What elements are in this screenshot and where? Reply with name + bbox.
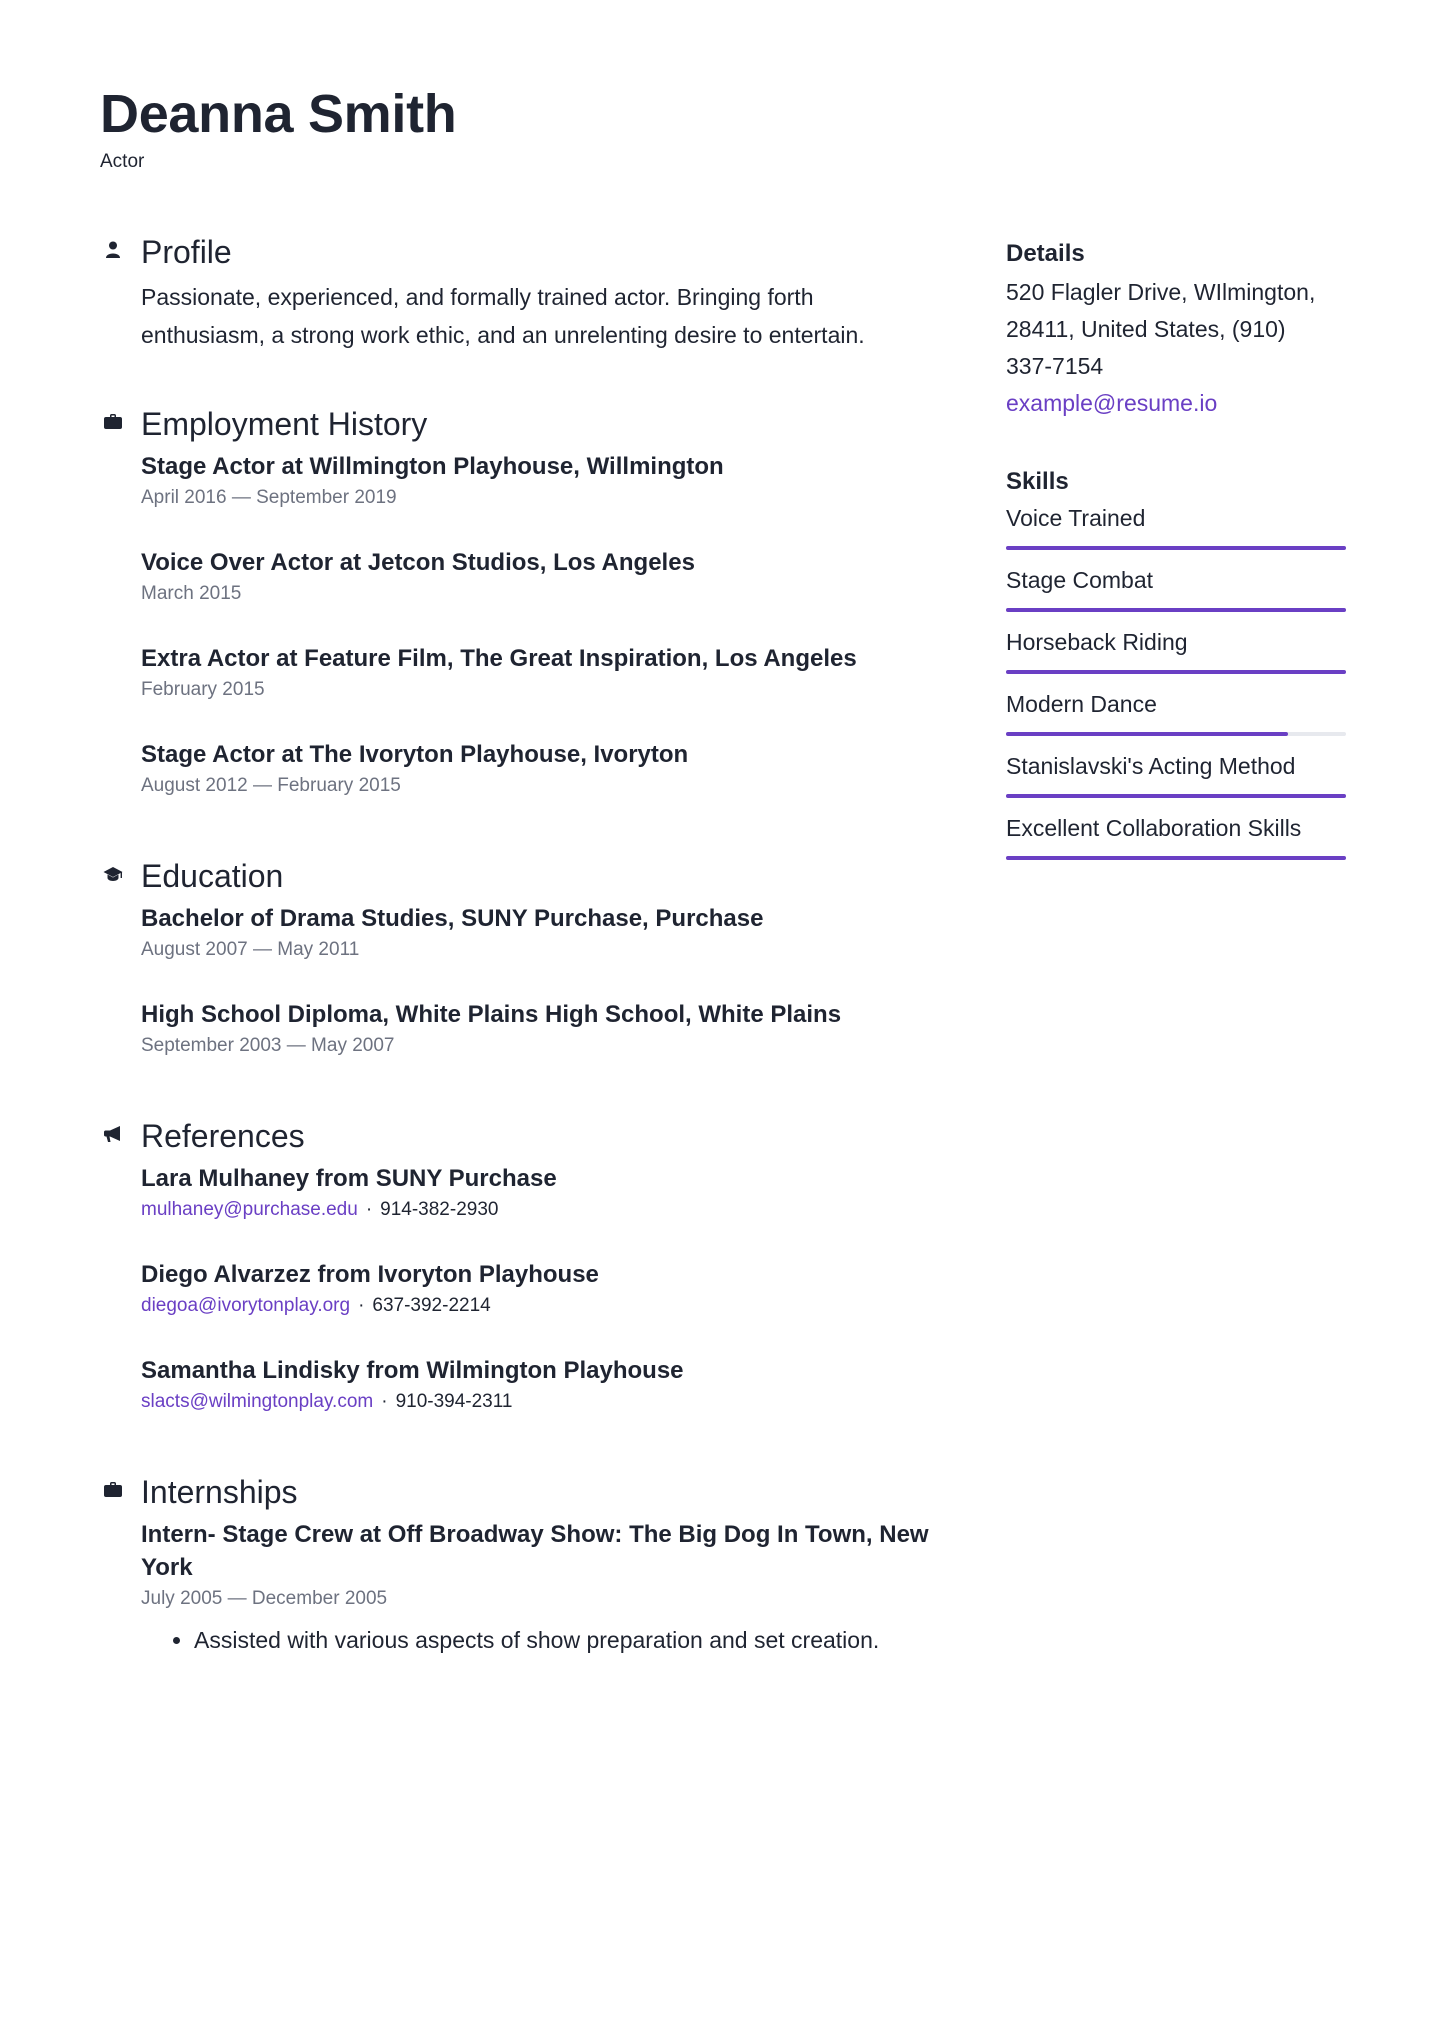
skill-level-fill bbox=[1006, 670, 1346, 674]
skill-level-fill bbox=[1006, 608, 1346, 612]
skill-level-bar bbox=[1006, 794, 1346, 798]
skill-name: Stage Combat bbox=[1006, 567, 1154, 593]
address-line: 520 Flagler Drive, WIlmington, bbox=[1006, 279, 1316, 305]
employment-title: Stage Actor at The Ivoryton Playhouse, Ivoryton bbox=[141, 741, 689, 768]
email-line bbox=[1006, 385, 1346, 422]
skill-item bbox=[1006, 564, 1346, 612]
employment-heading: Employment History bbox=[141, 406, 428, 442]
profile-heading: Profile bbox=[141, 234, 232, 270]
employment-section bbox=[100, 404, 940, 800]
internship-date: July 2005 — December 2005 bbox=[141, 1588, 388, 1609]
skill-item bbox=[1006, 812, 1346, 860]
separator-dot: · bbox=[365, 1199, 373, 1220]
internships-section bbox=[100, 1472, 940, 1657]
skill-level-fill bbox=[1006, 856, 1346, 860]
employment-date: April 2016 — September 2019 bbox=[141, 487, 397, 508]
skills-section bbox=[1006, 466, 1346, 860]
internship-bullets bbox=[141, 1623, 940, 1657]
skill-item bbox=[1006, 502, 1346, 550]
skills-heading: Skills bbox=[1006, 468, 1069, 495]
employment-title: Voice Over Actor at Jetcon Studios, Los Angeles bbox=[141, 549, 695, 576]
graduation-cap-icon bbox=[103, 864, 123, 884]
skill-name: Modern Dance bbox=[1006, 691, 1157, 717]
employment-entry bbox=[141, 450, 940, 512]
skill-level-bar bbox=[1006, 856, 1346, 860]
separator-dot: · bbox=[358, 1295, 365, 1316]
megaphone-icon bbox=[103, 1124, 123, 1144]
reference-email-link[interactable]: diegoa@ivorytonplay.org bbox=[141, 1295, 351, 1316]
briefcase-icon bbox=[103, 412, 123, 432]
skill-level-bar bbox=[1006, 608, 1346, 612]
employment-title: Extra Actor at Feature Film, The Great Inspiration, Los Angeles bbox=[141, 645, 857, 672]
skill-name: Stanislavski's Acting Method bbox=[1006, 753, 1296, 779]
skills-list bbox=[1006, 502, 1346, 860]
profile-section bbox=[100, 232, 940, 354]
separator-dot: · bbox=[381, 1391, 388, 1412]
reference-entry bbox=[141, 1258, 940, 1320]
reference-name: Lara Mulhaney from SUNY Purchase bbox=[141, 1165, 557, 1192]
reference-email-link[interactable]: mulhaney@purchase.edu bbox=[141, 1199, 358, 1220]
education-title: Bachelor of Drama Studies, SUNY Purchase, Purchase bbox=[141, 905, 764, 932]
profile-summary bbox=[141, 278, 940, 354]
internship-title-line: York bbox=[141, 1554, 193, 1581]
profile-line: Passionate, experienced, and formally trained actor. Bringing forth bbox=[141, 284, 814, 310]
skill-item bbox=[1006, 688, 1346, 736]
reference-phone: 914-382-2930 bbox=[380, 1199, 499, 1220]
employment-date: March 2015 bbox=[141, 583, 242, 604]
main-column bbox=[100, 232, 940, 1713]
internship-bullet: • Assisted with various aspects of show preparation and set creation. bbox=[194, 1623, 940, 1657]
employment-entry bbox=[141, 546, 940, 608]
reference-entry bbox=[141, 1162, 940, 1224]
email-link[interactable]: example@resume.io bbox=[1006, 390, 1218, 416]
education-entry bbox=[141, 998, 940, 1060]
education-date: August 2007 — May 2011 bbox=[141, 939, 360, 960]
employment-entry bbox=[141, 738, 940, 800]
education-title: High School Diploma, White Plains High School, White Plains bbox=[141, 1001, 842, 1028]
skill-name: Horseback Riding bbox=[1006, 629, 1188, 655]
briefcase-icon bbox=[103, 1480, 123, 1500]
skill-level-fill bbox=[1006, 732, 1288, 736]
references-heading: References bbox=[141, 1118, 305, 1154]
reference-contact bbox=[141, 1196, 940, 1224]
references-section bbox=[100, 1116, 940, 1416]
person-icon bbox=[103, 240, 123, 260]
skill-item bbox=[1006, 626, 1346, 674]
skill-level-fill bbox=[1006, 546, 1346, 550]
sidebar-column bbox=[1006, 238, 1346, 874]
resume-header bbox=[100, 80, 456, 174]
skill-name: Voice Trained bbox=[1006, 505, 1146, 531]
candidate-title: Actor bbox=[100, 151, 145, 172]
reference-phone: 910-394-2311 bbox=[395, 1391, 513, 1412]
skill-item bbox=[1006, 750, 1346, 798]
skill-name: Excellent Collaboration Skills bbox=[1006, 815, 1302, 841]
reference-contact bbox=[141, 1388, 940, 1416]
education-section bbox=[100, 856, 940, 1060]
skill-level-bar bbox=[1006, 546, 1346, 550]
address-line: 28411, United States, (910) bbox=[1006, 316, 1286, 342]
skill-level-fill bbox=[1006, 794, 1346, 798]
education-heading: Education bbox=[141, 858, 284, 894]
candidate-name: Deanna Smith bbox=[100, 84, 457, 144]
details-section bbox=[1006, 238, 1346, 422]
reference-phone: 637-392-2214 bbox=[372, 1295, 491, 1316]
employment-title: Stage Actor at Willmington Playhouse, Willmington bbox=[141, 453, 724, 480]
skill-level-bar bbox=[1006, 670, 1346, 674]
address-line: 337-7154 bbox=[1006, 353, 1104, 379]
reference-entry bbox=[141, 1354, 940, 1416]
employment-date: February 2015 bbox=[141, 679, 265, 700]
internship-title bbox=[141, 1518, 940, 1584]
reference-name: Samantha Lindisky from Wilmington Playhouse bbox=[141, 1357, 684, 1384]
education-entry bbox=[141, 902, 940, 964]
reference-email-link[interactable]: slacts@wilmingtonplay.com bbox=[141, 1391, 374, 1412]
reference-name: Diego Alvarzez from Ivoryton Playhouse bbox=[141, 1261, 599, 1288]
reference-contact bbox=[141, 1292, 940, 1320]
internship-entry bbox=[141, 1518, 940, 1657]
education-date: September 2003 — May 2007 bbox=[141, 1035, 395, 1056]
skill-level-bar bbox=[1006, 732, 1346, 736]
employment-entry bbox=[141, 642, 940, 704]
internship-title-line: Intern- Stage Crew at Off Broadway Show: The Big Dog In Town, New bbox=[141, 1521, 929, 1548]
details-heading: Details bbox=[1006, 240, 1085, 267]
employment-date: August 2012 — February 2015 bbox=[141, 775, 401, 796]
internships-heading: Internships bbox=[141, 1474, 298, 1510]
profile-line: enthusiasm, a strong work ethic, and an unrelenting desire to entertain. bbox=[141, 322, 865, 348]
